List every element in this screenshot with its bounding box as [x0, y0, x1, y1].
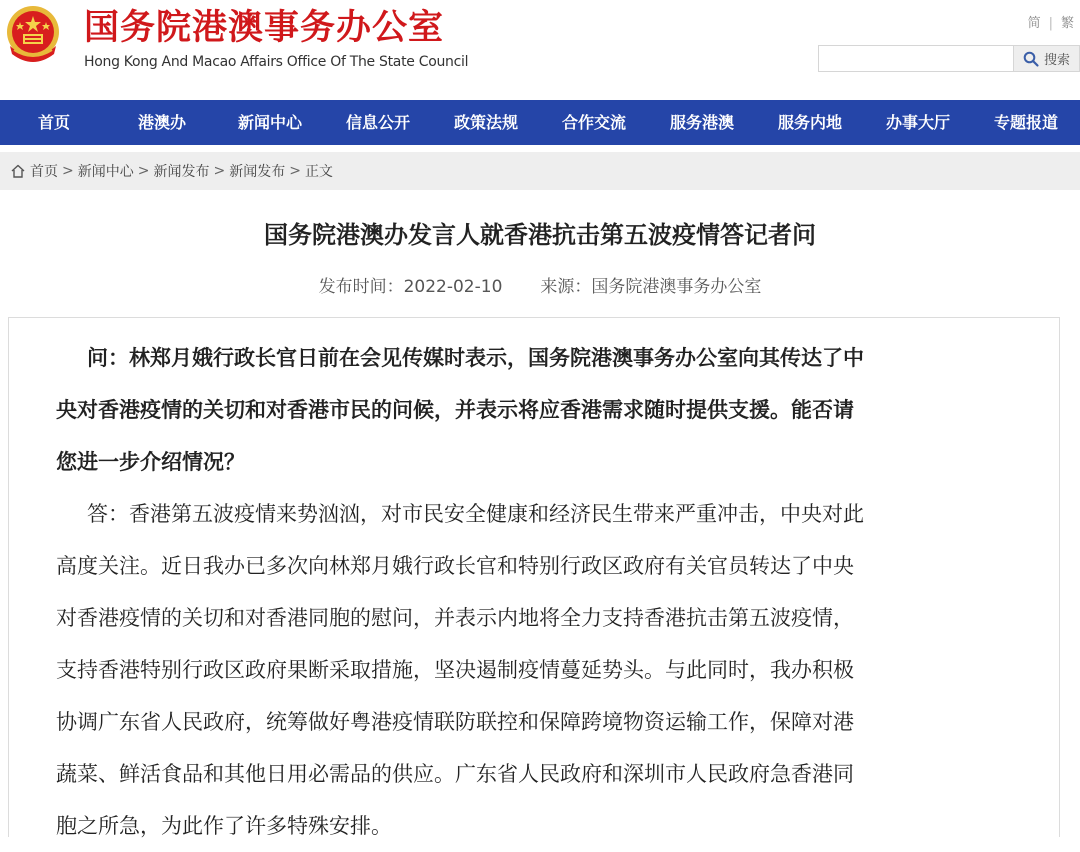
nav-item-policy[interactable]: 政策法规 [453, 113, 518, 132]
breadcrumb-news-release-sub[interactable]: 新闻发布 [229, 164, 286, 180]
breadcrumb-home[interactable]: 首页 [30, 164, 58, 180]
search-icon [1023, 51, 1039, 67]
home-icon [10, 163, 26, 179]
nav-item-cooperation[interactable]: 合作交流 [561, 113, 626, 132]
answer-line: 胞之所急，为此作了许多特殊安排。 [56, 814, 392, 838]
nav-item-news[interactable]: 新闻中心 [237, 113, 302, 132]
answer-line: 高度关注。近日我办已多次向林郑月娥行政长官和特别行政区政府有关官员转达了中央 [56, 554, 854, 578]
national-emblem-icon[interactable] [4, 4, 62, 66]
nav-item-info[interactable]: 信息公开 [345, 113, 410, 132]
question-line: 您进一步介绍情况？ [56, 450, 245, 474]
breadcrumb-current: 正文 [304, 164, 333, 180]
question-paragraph [56, 332, 1016, 488]
breadcrumb-separator: > [213, 163, 226, 179]
question-line: 问：林郑月娥行政长官日前在会见传媒时表示，国务院港澳事务办公室向其传达了中 [87, 346, 864, 370]
nav-item-serve-hkmo[interactable]: 服务港澳 [669, 113, 734, 132]
article-body [8, 317, 1060, 837]
question-line: 央对香港疫情的关切和对香港市民的问候，并表示将应香港需求随时提供支援。能否请 [56, 398, 854, 422]
language-switch [1028, 15, 1074, 33]
breadcrumb-separator: > [289, 163, 301, 179]
nav-item-home[interactable]: 首页 [37, 113, 70, 132]
publish-date-label: 发布时间： [318, 277, 404, 297]
answer-line: 答：香港第五波疫情来势汹汹，对市民安全健康和经济民生带来严重冲击，中央对此 [87, 502, 864, 526]
nav-item-serve-mainland[interactable]: 服务内地 [777, 113, 842, 132]
search-button-label: 搜索 [1043, 53, 1070, 68]
breadcrumb [0, 152, 1080, 190]
publish-date: 2022-02-10 [403, 277, 503, 297]
source-value: 国务院港澳事务办公室 [591, 277, 762, 297]
lang-traditional-link[interactable]: 繁 [1060, 16, 1074, 31]
search-input[interactable] [818, 45, 1014, 72]
breadcrumb-separator: > [62, 163, 74, 179]
article-title: 国务院港澳办发言人就香港抗击第五波疫情答记者问 [264, 221, 816, 249]
answer-line: 对香港疫情的关切和对香港同胞的慰问，并表示内地将全力支持香港抗击第五波疫情， [56, 606, 854, 630]
lang-simplified-link[interactable]: 简 [1027, 16, 1041, 31]
breadcrumb-separator: > [137, 163, 150, 179]
breadcrumb-news-center[interactable]: 新闻中心 [77, 164, 134, 180]
lang-divider: | [1048, 16, 1053, 31]
nav-item-hmo[interactable]: 港澳办 [137, 113, 186, 132]
article-meta [0, 274, 1080, 300]
main-nav [0, 100, 1080, 145]
site-header [0, 0, 1080, 100]
answer-paragraph [56, 488, 1016, 852]
site-title-en: Hong Kong And Macao Affairs Office Of The State Council [84, 54, 469, 70]
source-label: 来源： [540, 277, 592, 297]
breadcrumb-news-release[interactable]: 新闻发布 [153, 164, 210, 180]
answer-line: 协调广东省人民政府，统筹做好粤港疫情联防联控和保障跨境物资运输工作，保障对港 [56, 710, 854, 734]
site-title-cn[interactable]: 国务院港澳事务办公室 [84, 8, 445, 48]
nav-item-service-hall[interactable]: 办事大厅 [885, 113, 950, 132]
answer-line: 蔬菜、鲜活食品和其他日用必需品的供应。广东省人民政府和深圳市人民政府急香港同 [56, 762, 854, 786]
answer-line: 支持香港特别行政区政府果断采取措施，坚决遏制疫情蔓延势头。与此同时，我办积极 [56, 658, 854, 682]
search-button[interactable] [1014, 45, 1080, 72]
nav-spacer [0, 145, 1080, 152]
nav-item-special-reports[interactable]: 专题报道 [993, 113, 1058, 132]
